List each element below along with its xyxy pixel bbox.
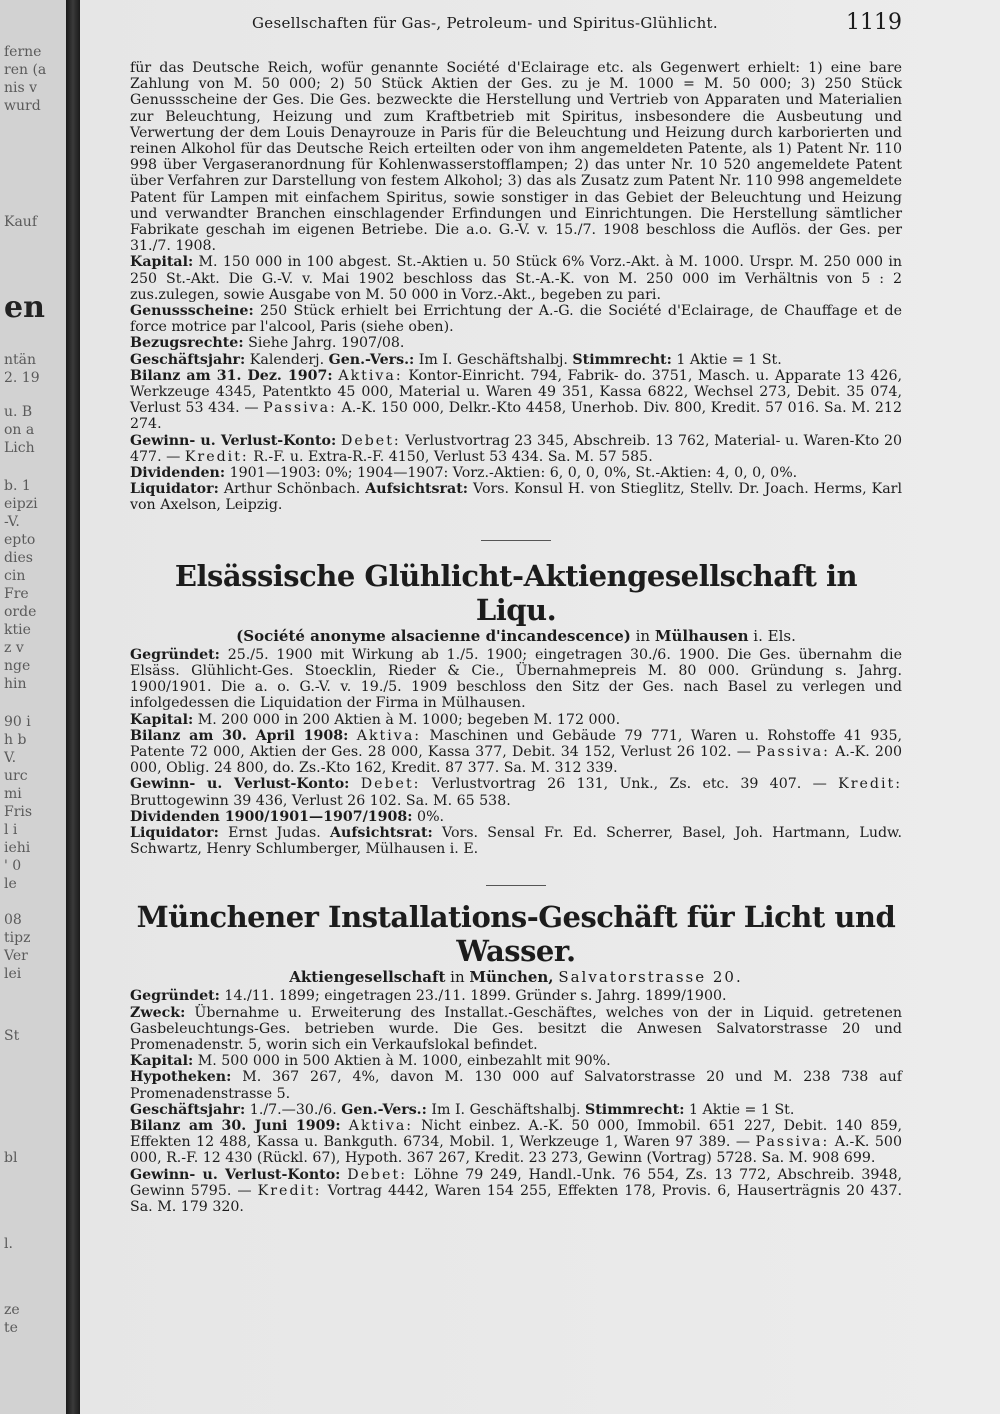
- prev-fragment: l i: [4, 822, 18, 838]
- bezug-entry: [130, 335, 902, 351]
- kapital-text: M. 500 000 in 500 Aktien à M. 1000, einbezahlt mit 90%.: [197, 1053, 611, 1070]
- prev-fragment: V.: [4, 750, 17, 766]
- gv-label: Gen.-Vers.:: [328, 351, 415, 368]
- page-content: [102, 0, 902, 1414]
- subtitle-in: in: [635, 626, 651, 645]
- gegr-text: 25./5. 1900 mit Wirkung ab 1./5. 1900; eingetragen 30./6. 1900. Die Ges. übernahm die Elsäss. Glühlicht-Ges. Stoecklin, Rieder & Cie., Übernahmepreis M. 80 000. Gründung s. Jahrg. 1900/1901. Die a. o. G.-V. v. 19./5. 1909 beschloss den Sitz der Ges. nach Basel zu verlegen und infolgedessen die Liquidation der Firma in Mülhausen.: [130, 646, 902, 712]
- prev-fragment: tipz: [4, 930, 31, 946]
- kapital-text: M. 150 000 in 100 abgest. St.-Aktien u. 50 Stück 6% Vorz.-Akt. à M. 1000. Urspr. M. 250 000 in 250 St.-Akt. Die G.-V. v. Mai 1902 beschloss das St.-A.-K. von M. 250 000 im Verhältnis von 5 : 2 zus.zulegen, sowie Ausgabe von M. 50 000 in Vorz.-Akt., begeben zu pari.: [130, 254, 902, 303]
- section-divider: [486, 885, 546, 886]
- debet-label: Debet:: [347, 1166, 407, 1183]
- liquidator-entry: [130, 481, 902, 513]
- prev-fragment: on a: [4, 422, 35, 438]
- bezug-text: Siehe Jahrg. 1907/08.: [248, 335, 405, 352]
- aktiva-label: Aktiva:: [338, 367, 403, 384]
- gv-text: Im I. Geschäftshalbj.: [418, 351, 568, 368]
- guv-label: Gewinn- u. Verlust-Konto:: [130, 1166, 341, 1183]
- prev-fragment: ferne: [4, 44, 42, 60]
- liq-label: Liquidator:: [130, 481, 219, 498]
- prev-fragment: le: [4, 876, 17, 892]
- prev-fragment: en: [4, 290, 45, 325]
- prev-fragment: orde: [4, 604, 37, 620]
- debet-label: Debet:: [340, 432, 401, 449]
- page-number: 1119: [846, 10, 902, 35]
- prev-fragment: ' 0: [4, 858, 22, 874]
- section-title: Elsässische Glühlicht-Aktiengesellschaft in Liqu.: [174, 558, 858, 627]
- bilanz-entry: [130, 368, 902, 433]
- subtitle-end: Salvatorstrasse 20.: [558, 968, 743, 987]
- ar-text: Vors. Sensal Fr. Ed. Scherrer, Basel, Joh. Hartmann, Ludw. Schwartz, Henry Schlumberger, Mülhausen i. E.: [130, 824, 903, 858]
- prev-fragment: ktie: [4, 622, 31, 638]
- ar-label: Aufsichtsrat:: [365, 481, 469, 498]
- geschaeftsjahr-entry: [130, 352, 902, 368]
- geschaeftsjahr-entry: [130, 1102, 902, 1118]
- genuss-label: Genussscheine:: [130, 303, 254, 320]
- book-gutter: [66, 0, 80, 1414]
- prev-fragment: h b: [4, 732, 27, 748]
- prev-fragment: iehi: [4, 840, 31, 856]
- ar-label: Aufsichtsrat:: [330, 824, 433, 841]
- guv-entry: [130, 1167, 902, 1216]
- gj-text: 1./7.—30./6.: [249, 1101, 337, 1118]
- subtitle-name: (Société anonyme alsacienne d'incandescence): [236, 626, 631, 645]
- section-title: Münchener Installations-Geschäft für Licht und Wasser.: [136, 900, 896, 969]
- ar-text: Vors. Konsul H. von Stieglitz, Stellv. Dr. Joach. Herms, Karl von Axelson, Leipzig.: [130, 481, 902, 514]
- gv-text: Im I. Geschäftshalbj.: [431, 1101, 581, 1118]
- subtitle-city: München,: [469, 968, 554, 987]
- subtitle-in: in: [450, 968, 465, 987]
- kapital-entry: [130, 712, 902, 728]
- bilanz-label: Bilanz am 30. Juni 1909:: [130, 1117, 341, 1134]
- bilanz-aktiva-text: Maschinen und Gebäude 79 771, Waren u. Rohstoffe 41 935, Patente 72 000, Aktien der Ges. 28 000, Kassa 377, Debit. 34 152, Verlust 26 102. —: [130, 727, 902, 760]
- stimm-label: Stimmrecht:: [585, 1101, 685, 1118]
- genuss-entry: [130, 303, 902, 335]
- prev-fragment: Ver: [4, 948, 28, 964]
- guv-label: Gewinn- u. Verlust-Konto:: [130, 432, 337, 449]
- gj-text: Kalenderj.: [249, 351, 325, 368]
- bilanz-passiva-text: A.-K. 150 000, Delkr.-Kto 4458, Unerhob. Div. 800, Kredit. 57 016. Sa. M. 212 274.: [130, 400, 902, 433]
- prev-fragment: 2. 19: [4, 370, 40, 386]
- guv-kredit-text: Bruttogewinn 39 436, Verlust 26 102. Sa. M. 65 538.: [130, 792, 511, 809]
- hyp-label: Hypotheken:: [130, 1069, 232, 1086]
- passiva-label: Passiva:: [756, 743, 830, 760]
- prev-fragment: te: [4, 1320, 18, 1336]
- prev-fragment: l.: [4, 1236, 13, 1252]
- guv-debet-text: Verlustvortrag 23 345, Abschreib. 13 762, Material- u. Waren-Kto 20 477. —: [130, 432, 902, 465]
- liq-text: Arthur Schönbach.: [223, 481, 361, 498]
- genuss-text: 250 Stück erhielt bei Errichtung der A.-G. die Société d'Eclairage, de Chauffage et de force motrice par l'alcool, Paris (siehe oben).: [130, 303, 903, 336]
- bilanz-aktiva-text: Nicht einbez. A.-K. 50 000, Immobil. 651 227, Debit. 140 859, Effekten 12 488, Kassa u. Bankguth. 6734, Mobil. 1, Werkzeuge 1, Waren 97 389. —: [130, 1117, 903, 1151]
- div-label: Dividenden 1900/1901—1907/1908:: [130, 808, 413, 825]
- zweck-label: Zweck:: [130, 1004, 186, 1021]
- dividenden-entry: [130, 465, 902, 481]
- running-title: Gesellschaften für Gas-, Petroleum- und Spiritus-Glühlicht.: [252, 14, 718, 32]
- prev-fragment: ntän: [4, 352, 37, 368]
- prev-fragment: Fris: [4, 804, 33, 820]
- stimm-label: Stimmrecht:: [572, 351, 672, 368]
- bilanz-entry: [130, 728, 902, 777]
- subtitle-end: i. Els.: [753, 626, 796, 645]
- prev-fragment: urc: [4, 768, 28, 784]
- liq-label: Liquidator:: [130, 824, 219, 841]
- prev-fragment: ren (a: [4, 62, 47, 78]
- prev-fragment: -V.: [4, 514, 20, 530]
- prev-fragment: mi: [4, 786, 22, 802]
- liq-text: Ernst Judas.: [228, 824, 321, 841]
- guv-debet-text: Verlustvortrag 26 131, Unk., Zs. etc. 39 407. —: [431, 776, 827, 793]
- gegr-label: Gegründet:: [130, 988, 220, 1005]
- prev-fragment: nge: [4, 658, 31, 674]
- prev-fragment: z v: [4, 640, 24, 656]
- prev-fragment: ze: [4, 1302, 20, 1318]
- prev-fragment: lei: [4, 966, 22, 982]
- prev-fragment: bl: [4, 1150, 18, 1166]
- prev-fragment: cin: [4, 568, 26, 584]
- prev-fragment: 08: [4, 912, 22, 928]
- prev-fragment: Lich: [4, 440, 35, 456]
- kredit-label: Kredit:: [257, 1182, 322, 1199]
- kapital-text: M. 200 000 in 200 Aktien à M. 1000; begeben M. 172 000.: [197, 711, 621, 728]
- gegr-label: Gegründet:: [130, 646, 220, 663]
- kapital-entry: [130, 1053, 902, 1069]
- gj-label: Geschäftsjahr:: [130, 1101, 246, 1118]
- hypotheken-entry: [130, 1069, 902, 1101]
- stimm-text: 1 Aktie = 1 St.: [688, 1101, 795, 1118]
- prev-fragment: Fre: [4, 586, 29, 602]
- prev-fragment: dies: [4, 550, 33, 566]
- kapital-label: Kapital:: [130, 1053, 194, 1070]
- previous-page-edge: [0, 0, 66, 1414]
- guv-debet-text: Löhne 79 249, Handl.-Unk. 76 554, Zs. 13 772, Abschreib. 3948, Gewinn 5795. —: [130, 1166, 902, 1199]
- bilanz-entry: [130, 1118, 902, 1167]
- div-text: 1901—1903: 0%; 1904—1907: Vorz.-Aktien: 6, 0, 0, 0%, St.-Aktien: 4, 0, 0, 0%.: [229, 465, 798, 482]
- prev-fragment: nis v: [4, 80, 38, 96]
- passiva-label: Passiva:: [755, 1134, 830, 1151]
- div-text: 0%.: [417, 808, 445, 825]
- prev-fragment: 90 i: [4, 714, 31, 730]
- prev-fragment: b. 1: [4, 478, 31, 494]
- aktiva-label: Aktiva:: [348, 1117, 414, 1134]
- section-divider: [481, 540, 551, 541]
- kredit-label: Kredit:: [838, 776, 902, 793]
- dividenden-entry: [130, 809, 902, 825]
- subtitle-name: Aktiengesellschaft: [289, 968, 446, 987]
- kapital-entry: [130, 254, 902, 303]
- gegr-text: 14./11. 1899; eingetragen 23./11. 1899. Gründer s. Jahrg. 1899/1900.: [224, 988, 727, 1005]
- section-subtitle: [130, 627, 902, 645]
- hyp-text: M. 367 267, 4%, davon M. 130 000 auf Salvatorstrasse 20 und M. 238 738 auf Promenadenstrasse 5.: [130, 1069, 903, 1102]
- guv-label: Gewinn- u. Verlust-Konto:: [130, 776, 350, 793]
- bezug-label: Bezugsrechte:: [130, 335, 244, 352]
- debet-label: Debet:: [360, 776, 421, 793]
- running-header: [102, 10, 902, 38]
- bilanz-passiva-text: A.-K. 500 000, R.-F. 12 430 (Rückl. 67), Hypoth. 367 267, Kredit. 23 273, Gewinn (Vortrag) 5728. Sa. M. 908 699.: [130, 1134, 902, 1167]
- prev-fragment: Kauf: [4, 214, 38, 230]
- prev-fragment: St: [4, 1028, 20, 1044]
- bilanz-label: Bilanz am 31. Dez. 1907:: [130, 367, 333, 384]
- gv-label: Gen.-Vers.:: [341, 1101, 427, 1118]
- guv-kredit-text: Vortrag 4442, Waren 154 255, Effekten 178, Provis. 6, Hauserträgnis 20 437. Sa. M. 179 320.: [130, 1182, 902, 1215]
- gj-label: Geschäftsjahr:: [130, 351, 246, 368]
- prev-fragment: epto: [4, 532, 36, 548]
- gegruendet-entry: [130, 647, 902, 712]
- prev-fragment: u. B: [4, 404, 33, 420]
- guv-kredit-text: R.-F. u. Extra-R.-F. 4150, Verlust 53 434. Sa. M. 57 585.: [253, 448, 653, 465]
- stimm-text: 1 Aktie = 1 St.: [676, 351, 782, 368]
- guv-entry: [130, 433, 902, 465]
- bilanz-label: Bilanz am 30. April 1908:: [130, 727, 349, 744]
- bilanz-passiva-text: A.-K. 200 000, Oblig. 24 800, do. Zs.-Kto 162, Kredit. 87 377. Sa. M. 312 339.: [130, 743, 903, 777]
- zweck-text: Übernahme u. Erweiterung des Installat.-Geschäftes, welches von der in Liquid. getretenen Gasbeleuchtungs-Ges. betrieben wurde. Die Ges. besitzt die Anwesen Salvatorstrasse 20 und Promenadenstr. 5, worin sich ein Verkaufslokal befindet.: [130, 1004, 902, 1053]
- intro-paragraph: für das Deutsche Reich, wofür genannte Société d'Eclairage etc. als Gegenwert erhielt: 1) eine bare Zahlung von M. 50 000; 2) 50 Stück Aktien der Ges. zu je M. 1000 = M. 50 000; 3) 250 Stück Genussscheine der Ges. Die Ges. bezweckte die Herstellung und Vertrieb von Apparaten und Materialien zur Beleuchtung, Heizung und zum Kraftbetrieb mit Spiritus, insbesondere die Ausbeutung und Verwertung der dem Louis Denayrouze in Paris für die Beleuchtung und Heizung durch karborierten und reinen Alkohol für das Deutsche Reich erteilten oder von ihm angemeldeten Patente, als 1) Patent Nr. 110 998 über Vergaseranordnung für Kohlenwasserstofflampen; 2) das unter Nr. 10 520 angemeldete Patent über Verfahren zur Darstellung von festem Alkohol; 3) das als Zusatz zum Patent Nr. 110 998 angemeldete Patent für Lampen mit einfachem Spiritus, sowie sonstiger in das Gebiet der Beleuchtung und Heizung und verwandter Branchen einschlagender Erfindungen und Einrichtungen. Die Herstellung sämtlicher Fabrikate geschah im eigenen Betriebe. Die a.o. G.-V. v. 15./7. 1908 beschloss die Auflös. der Ges. per 31./7. 1908.: [130, 60, 902, 255]
- section-subtitle: [130, 968, 902, 986]
- kapital-label: Kapital:: [130, 711, 194, 728]
- guv-entry: [130, 776, 902, 808]
- div-label: Dividenden:: [130, 465, 226, 482]
- passiva-label: Passiva:: [263, 400, 337, 417]
- zweck-entry: [130, 1005, 902, 1054]
- prev-fragment: wurd: [4, 98, 41, 114]
- kredit-label: Kredit:: [184, 448, 249, 465]
- body-text: [130, 60, 902, 1215]
- subtitle-city: Mülhausen: [654, 626, 749, 645]
- gegruendet-entry: [130, 988, 902, 1004]
- aktiva-label: Aktiva:: [356, 727, 422, 744]
- kapital-label: Kapital:: [130, 254, 194, 271]
- prev-fragment: eipzi: [4, 496, 38, 512]
- bilanz-aktiva-text: Kontor-Einricht. 794, Fabrik- do. 3751, Masch. u. Apparate 13 426, Werkzeuge 4345, Patentkto 45 000, Material u. Waren 49 351, Kassa 6822, Wechsel 273, Debit. 35 074, Verlust 53 434. —: [130, 367, 903, 417]
- liquidator-entry: [130, 825, 902, 857]
- prev-fragment: hin: [4, 676, 27, 692]
